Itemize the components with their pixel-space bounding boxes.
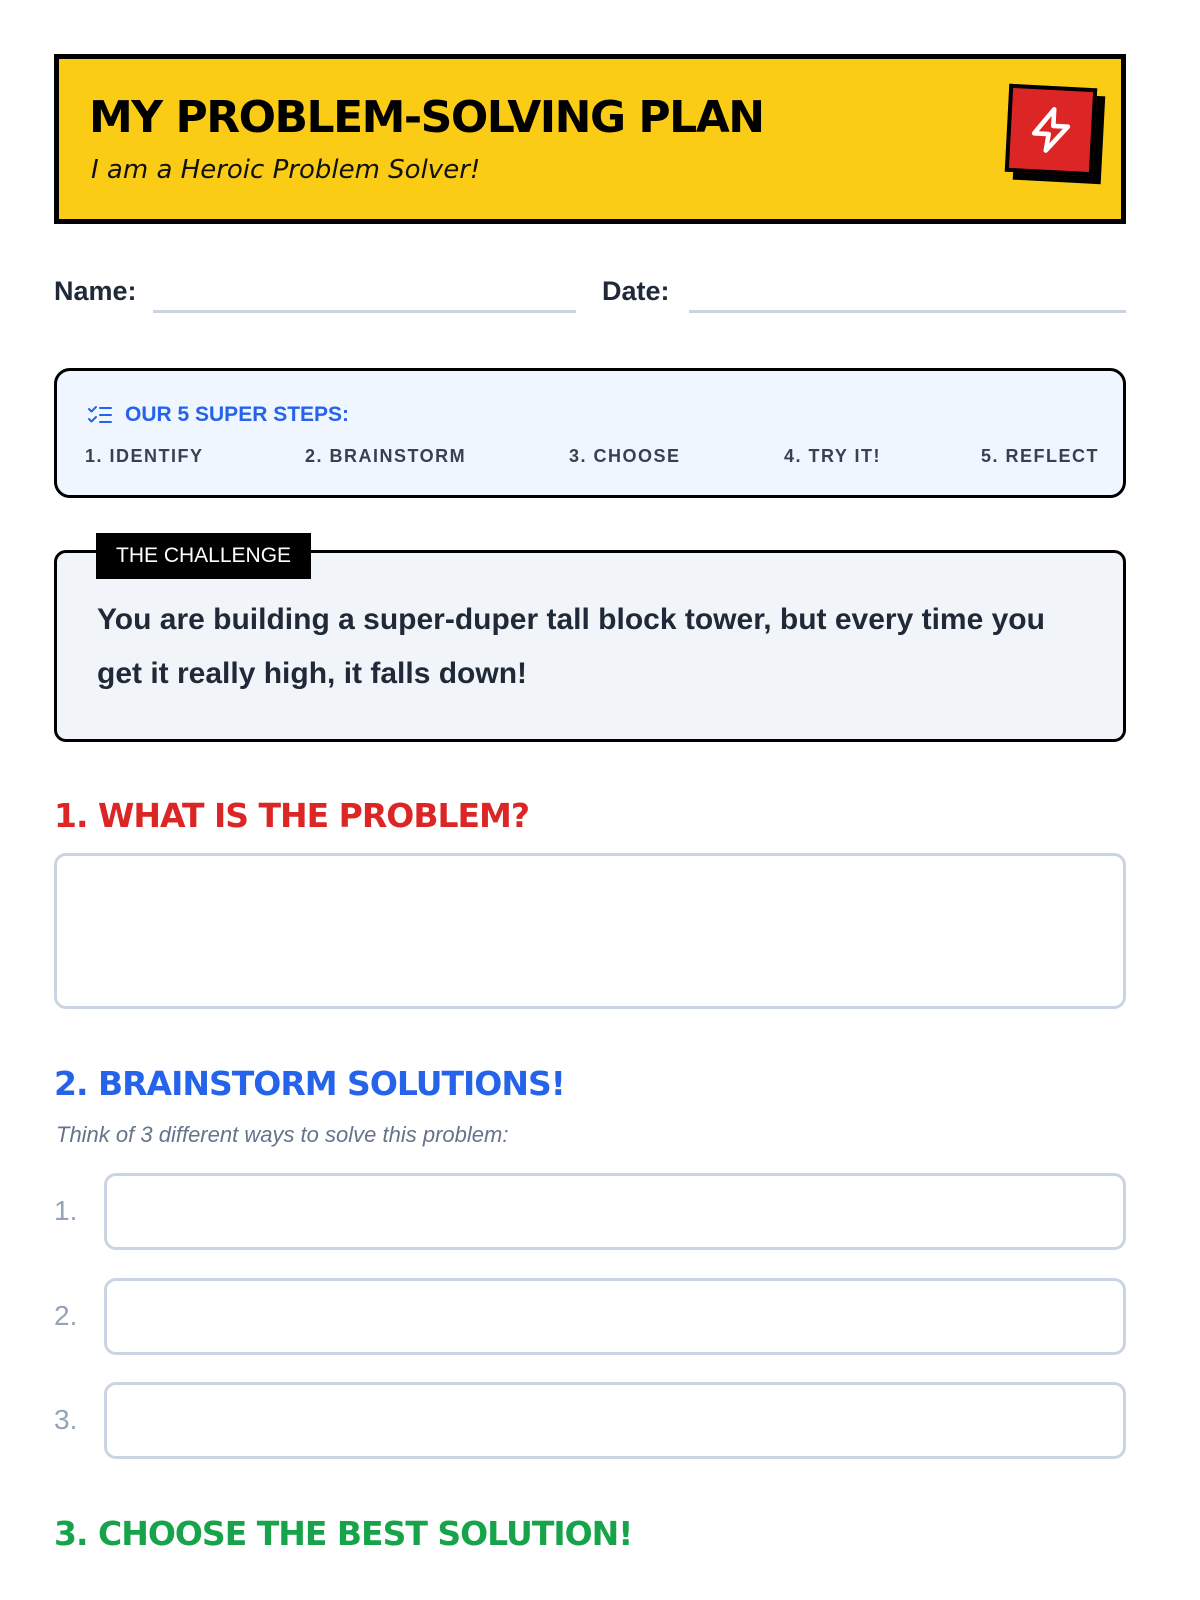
date-field[interactable] — [689, 310, 1126, 313]
name-field[interactable] — [153, 310, 576, 313]
step-try-it: 4. TRY IT! — [784, 446, 882, 466]
checklist-icon — [87, 404, 113, 426]
solution-3-input[interactable] — [104, 1382, 1126, 1459]
challenge-text: You are building a super-duper tall block tower, but every time you get it really high, it falls down! — [97, 603, 1045, 690]
worksheet-title: MY PROBLEM-SOLVING PLAN — [89, 92, 764, 143]
step-identify: 1. IDENTIFY — [85, 446, 204, 466]
choose-heading: 3. CHOOSE THE BEST SOLUTION! — [54, 1514, 633, 1553]
step-reflect: 5. REFLECT — [981, 446, 1100, 466]
problem-heading: 1. WHAT IS THE PROBLEM? — [54, 796, 530, 835]
date-label: Date: — [602, 276, 670, 306]
step-choose: 3. CHOOSE — [569, 446, 681, 466]
steps-panel — [54, 368, 1126, 498]
solution-number: 3. — [54, 1404, 78, 1435]
lightning-bolt-icon — [1025, 104, 1078, 157]
steps-title: OUR 5 SUPER STEPS: — [125, 403, 350, 426]
brainstorm-hint: Think of 3 different ways to solve this problem: — [56, 1122, 509, 1147]
solution-number: 1. — [54, 1195, 78, 1226]
worksheet-header — [54, 54, 1126, 224]
name-label: Name: — [54, 276, 137, 306]
hero-badge — [1007, 86, 1103, 182]
solution-number: 2. — [54, 1300, 78, 1331]
worksheet-subtitle: I am a Heroic Problem Solver! — [91, 155, 481, 185]
solution-2-input[interactable] — [104, 1278, 1126, 1355]
challenge-tag: THE CHALLENGE — [96, 533, 311, 579]
solution-1-input[interactable] — [104, 1173, 1126, 1250]
problem-answer-box[interactable] — [54, 853, 1126, 1009]
step-brainstorm: 2. BRAINSTORM — [305, 446, 467, 466]
brainstorm-heading: 2. BRAINSTORM SOLUTIONS! — [54, 1064, 565, 1103]
